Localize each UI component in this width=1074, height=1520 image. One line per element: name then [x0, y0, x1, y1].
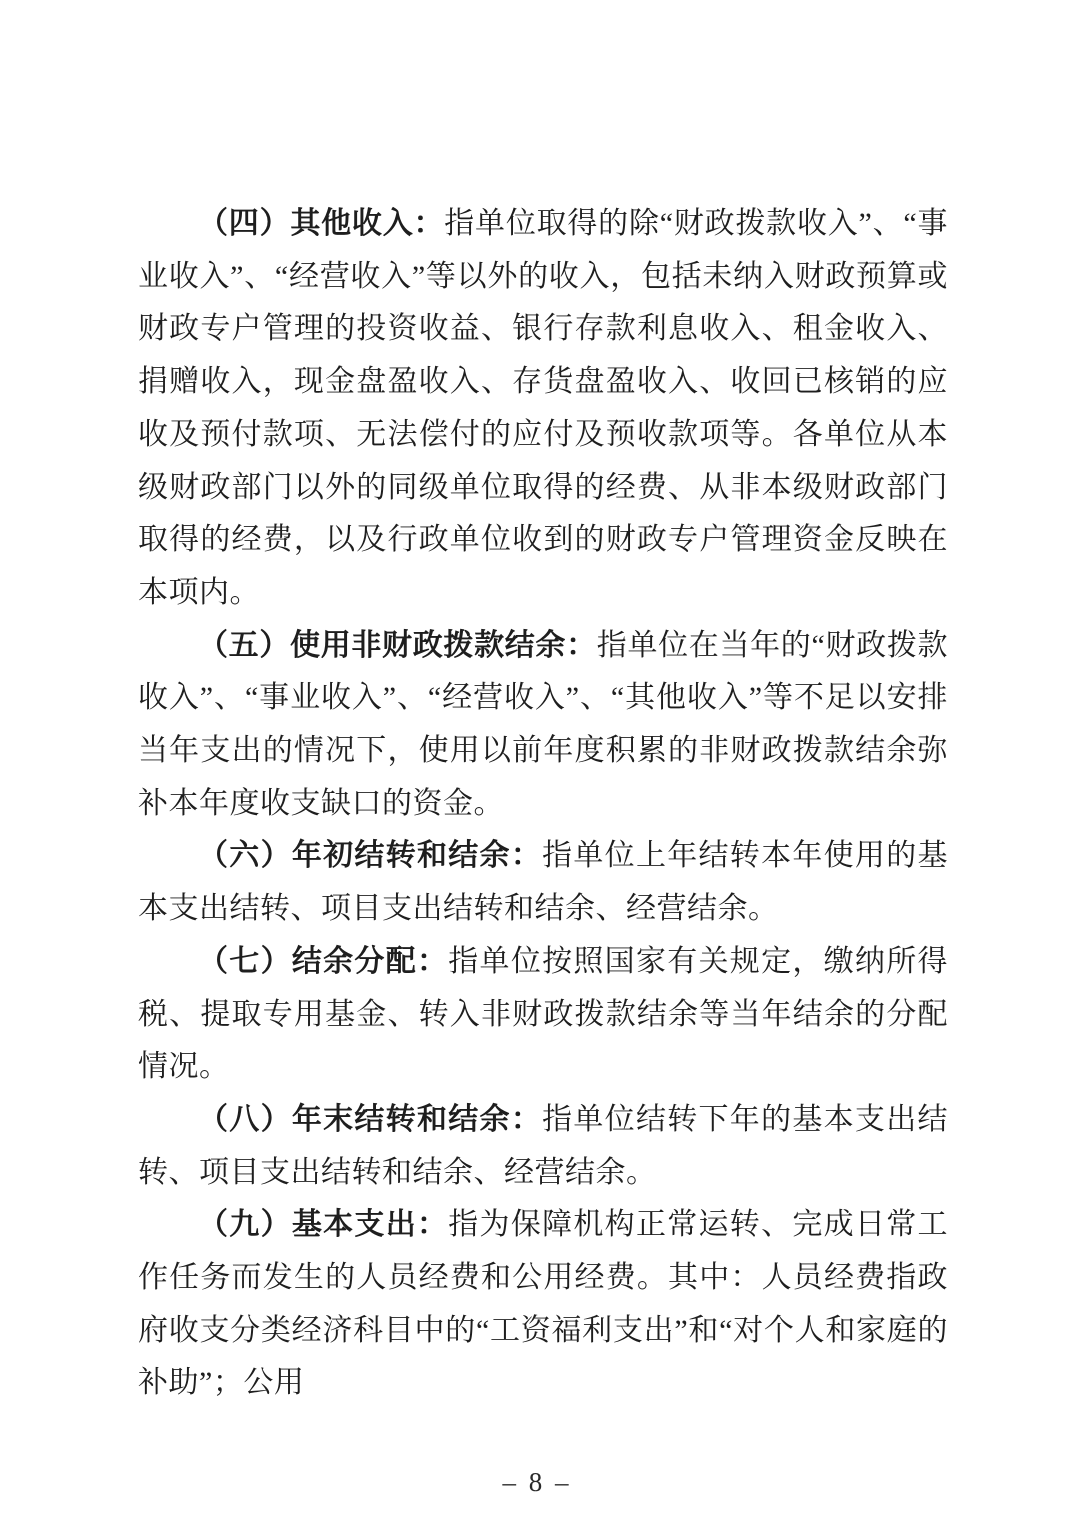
paragraph-body: 指单位结转下年的基本支出结转、项目支出结转和结余、经营结余。 — [138, 1102, 949, 1189]
paragraph-heading: （七）结余分配： — [198, 944, 449, 978]
paragraph-year-end-carryover — [138, 1094, 948, 1199]
paragraph-basic-expenditure — [138, 1199, 948, 1410]
paragraph-heading: （八）年末结转和结余： — [198, 1102, 543, 1136]
paragraph-heading: （四）其他收入： — [198, 207, 445, 240]
page-number: – 8 – — [502, 1467, 572, 1497]
paragraph-body: 指单位上年结转本年使用的基本支出结转、项目支出结转和结余、经营结余。 — [138, 839, 949, 926]
paragraph-heading: （六）年初结转和结余： — [198, 839, 543, 873]
paragraph-heading: （五）使用非财政拨款结余： — [198, 628, 597, 662]
paragraph-surplus-distribution — [138, 936, 948, 1094]
paragraph-other-income — [138, 198, 948, 620]
paragraph-body: 指单位按照国家有关规定，缴纳所得税、提取专用基金、转入非财政拨款结余等当年结余的分配情况。 — [138, 944, 949, 1084]
paragraph-body: 指单位在当年的“财政拨款收入”、“事业收入”、“经营收入”、“其他收入”等不足以安排当年支出的情况下，使用以前年度积累的非财政拨款结余弥补本年度收支缺口的资金。 — [138, 628, 948, 820]
paragraph-beginning-year-carryover — [138, 830, 948, 935]
paragraph-use-nonfiscal-surplus — [138, 620, 948, 831]
paragraph-body: 指单位取得的除“财政拨款收入”、“事业收入”、“经营收入”等以外的收入，包括未纳入财政预算或财政专户管理的投资收益、银行存款利息收入、租金收入、捐赠收入，现金盘盈收入、存货盘盈收入、收回已核销的应收及预付款项、无法偿付的应付及预收款项等。各单位从本级财政部门以外的同级单位取得的经费、从非本级财政部门取得的经费，以及行政单位收到的财政专户管理资金反映在本项内。 — [138, 207, 949, 609]
document-body — [138, 198, 948, 1410]
paragraph-heading: （九）基本支出： — [198, 1208, 449, 1242]
paragraph-body: 指为保障机构正常运转、完成日常工作任务而发生的人员经费和公用经费。其中：人员经费指政府收支分类经济科目中的“工资福利支出”和“对个人和家庭的补助”；公用 — [138, 1208, 949, 1400]
